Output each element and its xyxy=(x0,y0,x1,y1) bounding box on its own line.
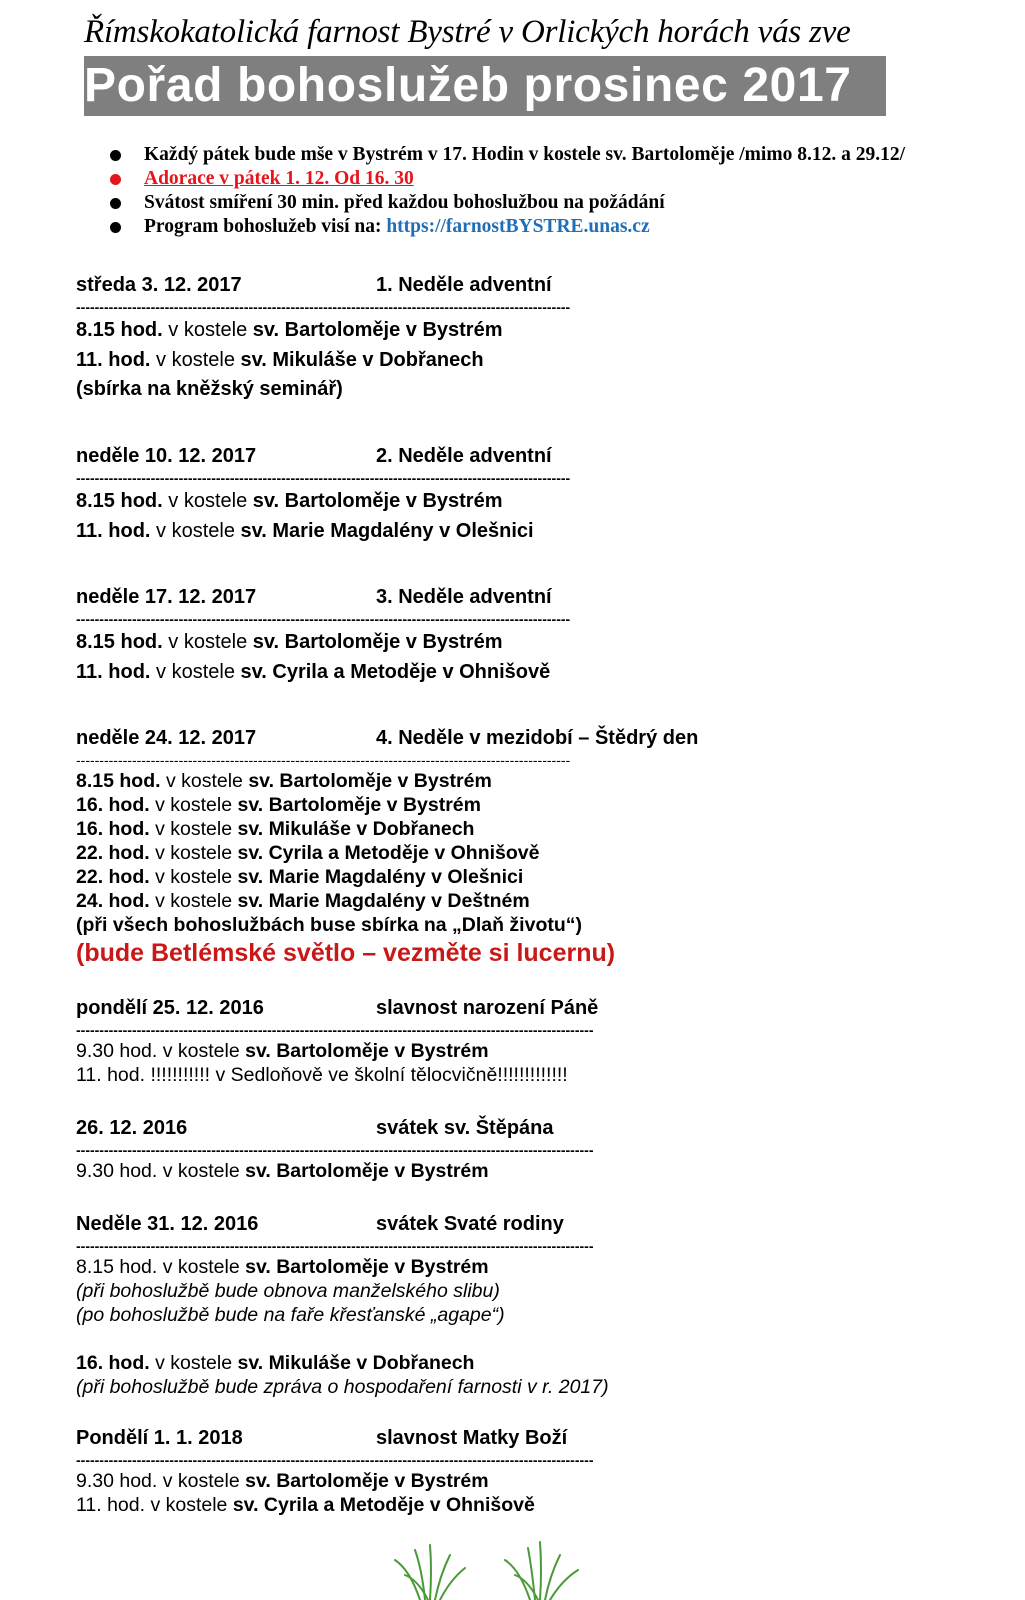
announcement-adoration: Adorace v pátek 1. 12. Od 16. 30 xyxy=(110,167,905,191)
day-block xyxy=(76,1113,776,1183)
day-feast: 1. Neděle adventní xyxy=(376,274,552,296)
service-line: 8.15 hod. v kostele sv. Bartoloměje v Bystrém xyxy=(76,770,492,792)
divider: --------------------------------------------------------------------------------------------------------------- xyxy=(76,1143,594,1158)
collection-note: (sbírka na kněžský seminář) xyxy=(76,378,343,400)
day-date: pondělí 25. 12. 2016 xyxy=(76,997,264,1019)
day-feast: slavnost narození Páně xyxy=(376,997,599,1019)
day-feast: slavnost Matky Boží xyxy=(376,1427,568,1449)
service-line: 16. hod. v kostele sv. Mikuláše v Dobřanech xyxy=(76,1352,475,1374)
divider: --------------------------------------------------------------------------------------------------------------- xyxy=(76,1239,594,1254)
service-line: 24. hod. v kostele sv. Marie Magdalény v Deštném xyxy=(76,890,530,912)
bullet-icon xyxy=(110,222,121,233)
service-line: 8.15 hod. v kostele sv. Bartoloměje v Bystrém xyxy=(76,319,503,341)
day-header xyxy=(76,993,776,1023)
divider: ---------------------------------------------------------------------------------------------------------- xyxy=(76,612,571,627)
day-feast: 2. Neděle adventní xyxy=(376,445,552,467)
announcements-list xyxy=(110,143,905,239)
service-line: 16. hod. v kostele sv. Mikuláše v Dobřanech xyxy=(76,818,475,840)
day-feast: 3. Neděle adventní xyxy=(376,586,552,608)
italic-note: (při bohoslužbě bude obnova manželského slibu) xyxy=(76,1280,500,1302)
day-block xyxy=(76,1209,776,1399)
bullet-icon xyxy=(110,174,121,185)
service-line: 8.15 hod. v kostele sv. Bartoloměje v Bystrém xyxy=(76,490,503,512)
divider: --------------------------------------------------------------------------------------------------------------- xyxy=(76,1453,594,1468)
italic-note: (při bohoslužbě bude zpráva o hospodaření farnosti v r. 2017) xyxy=(76,1376,609,1398)
divider: ---------------------------------------------------------------------------------------------------------- xyxy=(76,753,571,768)
day-header xyxy=(76,1423,776,1453)
day-header xyxy=(76,1113,776,1143)
day-feast: svátek sv. Štěpána xyxy=(376,1117,554,1139)
service-line: 22. hod. v kostele sv. Marie Magdalény v Olešnici xyxy=(76,866,524,888)
service-line: 22. hod. v kostele sv. Cyrila a Metoděje v Ohnišově xyxy=(76,842,540,864)
parish-invitation: Římskokatolická farnost Bystré v Orlických horách vás zve xyxy=(84,14,851,50)
divider: ---------------------------------------------------------------------------------------------------------- xyxy=(76,300,571,315)
service-line: 8.15 hod. v kostele sv. Bartoloměje v Bystrém xyxy=(76,631,503,653)
parish-website-link[interactable]: https://farnostBYSTRE.unas.cz xyxy=(386,216,650,237)
divider: ---------------------------------------------------------------------------------------------------------- xyxy=(76,471,571,486)
service-line: 11. hod. v kostele sv. Cyrila a Metoděje v Ohnišově xyxy=(76,1494,535,1516)
page-title: Pořad bohoslužeb prosinec 2017 xyxy=(84,59,852,112)
day-header xyxy=(76,723,699,753)
day-header xyxy=(76,582,570,612)
service-line: 9.30 hod. v kostele sv. Bartoloměje v Bystrém xyxy=(76,1470,489,1492)
title-banner xyxy=(84,56,886,116)
day-date: neděle 24. 12. 2017 xyxy=(76,727,257,749)
service-line: 9.30 hod. v kostele sv. Bartoloměje v Bystrém xyxy=(76,1040,489,1062)
day-feast: 4. Neděle v mezidobí – Štědrý den xyxy=(376,727,699,749)
collection-note: (při všech bohoslužbách buse sbírka na „Dlaň životu“) xyxy=(76,914,583,936)
day-block xyxy=(76,270,570,405)
day-date: Neděle 31. 12. 2016 xyxy=(76,1213,259,1235)
day-date: neděle 10. 12. 2017 xyxy=(76,445,257,467)
day-block xyxy=(76,1423,776,1517)
service-line: 11. hod. v kostele sv. Cyrila a Metoděje v Ohnišově xyxy=(76,660,551,683)
italic-note: (po bohoslužbě bude na faře křesťanské „agape“) xyxy=(76,1304,505,1326)
bullet-icon xyxy=(110,150,121,161)
day-block xyxy=(76,993,776,1087)
divider: --------------------------------------------------------------------------------------------------------------- xyxy=(76,1023,594,1038)
day-header xyxy=(76,270,570,300)
service-line: 11. hod. v kostele sv. Marie Magdalény v Olešnici xyxy=(76,519,534,542)
day-header xyxy=(76,441,570,471)
bethlehem-light-note: (bude Betlémské světlo – vezměte si lucernu) xyxy=(76,939,616,967)
bullet-icon xyxy=(110,198,121,209)
announcement-program: Program bohoslužeb visí na: https://farnostBYSTRE.unas.cz xyxy=(110,215,905,239)
service-line: 16. hod. v kostele sv. Bartoloměje v Bystrém xyxy=(76,794,481,816)
service-line: 9.30 hod. v kostele sv. Bartoloměje v Bystrém xyxy=(76,1160,489,1182)
day-block xyxy=(76,441,570,546)
announcement-friday-mass: Každý pátek bude mše v Bystrém v 17. Hodin v kostele sv. Bartoloměje /mimo 8.12. a 29.12/ xyxy=(110,143,905,167)
day-date: neděle 17. 12. 2017 xyxy=(76,586,257,608)
grass-icon xyxy=(380,1540,600,1600)
service-line: 11. hod. !!!!!!!!!!! v Sedloňově ve školní tělocvičně!!!!!!!!!!!!! xyxy=(76,1064,568,1086)
day-date: 26. 12. 2016 xyxy=(76,1117,188,1139)
announcement-confession: Svátost smíření 30 min. před každou bohoslužbou na požádání xyxy=(110,191,905,215)
day-block xyxy=(76,723,699,969)
service-line: 8.15 hod. v kostele sv. Bartoloměje v Bystrém xyxy=(76,1256,489,1278)
day-header xyxy=(76,1209,776,1239)
day-feast: svátek Svaté rodiny xyxy=(376,1213,564,1235)
service-line: 11. hod. v kostele sv. Mikuláše v Dobřanech xyxy=(76,348,484,371)
day-date: středa 3. 12. 2017 xyxy=(76,274,242,296)
day-date: Pondělí 1. 1. 2018 xyxy=(76,1427,243,1449)
day-block xyxy=(76,582,570,687)
